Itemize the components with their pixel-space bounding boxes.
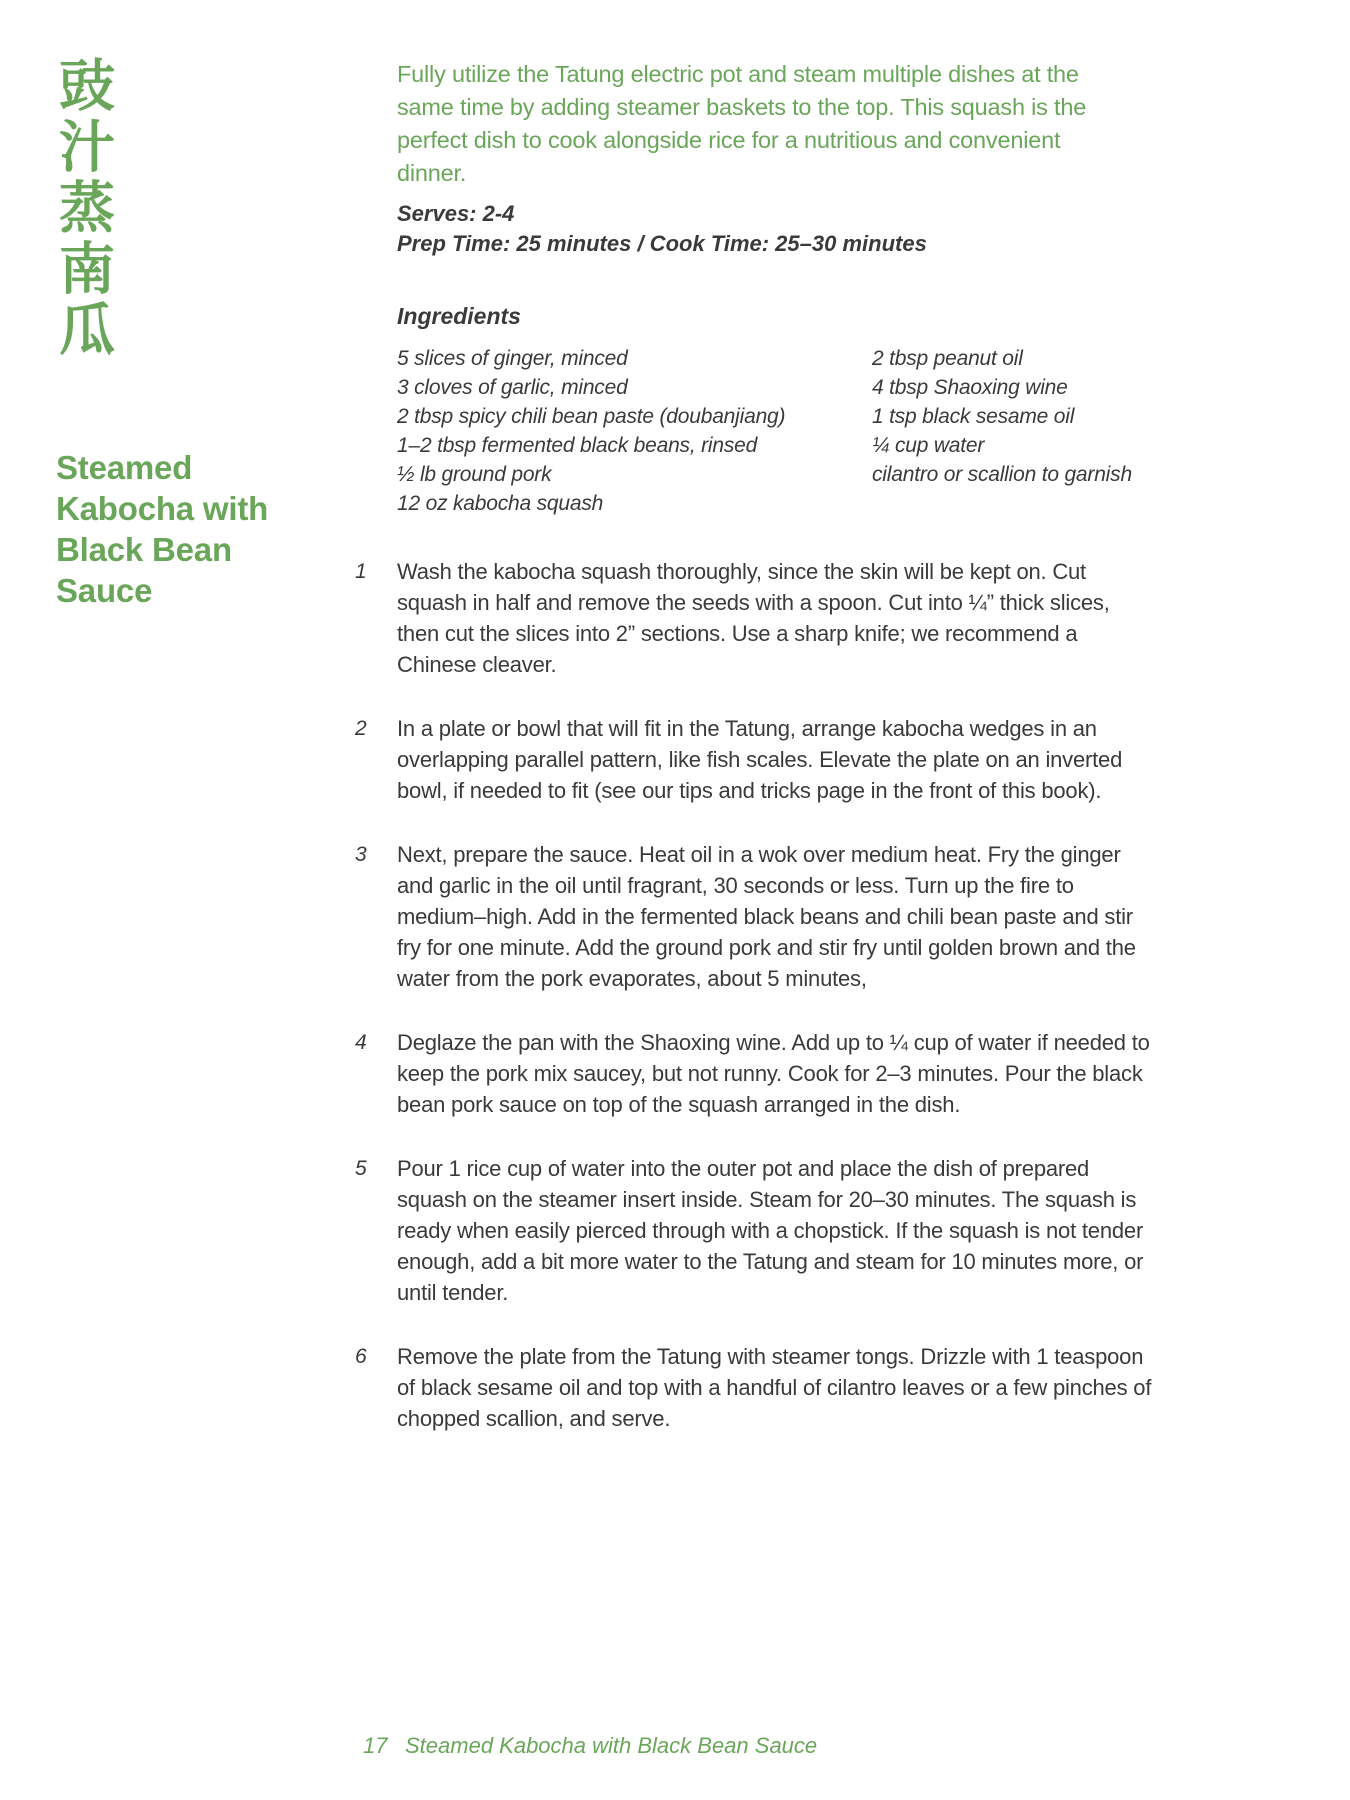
step-item xyxy=(355,1153,1155,1308)
ingredient-item: ¼ cup water xyxy=(872,434,985,457)
page-footer xyxy=(355,1733,817,1759)
ingredient-item: 1 tsp black sesame oil xyxy=(872,405,1075,428)
step-text: Pour 1 rice cup of water into the outer pot and place the dish of prepared squash on the steamer insert inside. Steam for 20–30 minutes. The squash is ready when easily pierced through with a chopstick. If the squash is not tender enough, add a bit more water to the Tatung and steam for 10 minutes more, or until tender. xyxy=(397,1156,1144,1305)
step-item xyxy=(355,1027,1155,1120)
step-item xyxy=(355,1341,1155,1434)
step-number: 1 xyxy=(355,560,367,583)
ingredients-column-left xyxy=(397,344,872,518)
ingredients-heading: Ingredients xyxy=(397,303,521,329)
step-text: Deglaze the pan with the Shaoxing wine. Add up to ¼ cup of water if needed to keep the pork mix saucey, but not runny. Cook for 2–3 minutes. Pour the black bean pork sauce on top of the squash arranged in the dish. xyxy=(397,1030,1150,1117)
step-number: 6 xyxy=(355,1345,367,1368)
ingredient-item: 1–2 tbsp fermented black beans, rinsed xyxy=(397,434,758,457)
step-text: In a plate or bowl that will fit in the Tatung, arrange kabocha wedges in an overlapping parallel pattern, like fish scales. Elevate the plate on an inverted bowl, if needed to fit (see our tips and tricks page in the front of this book). xyxy=(397,716,1123,803)
recipe-meta xyxy=(397,199,927,259)
step-text: Wash the kabocha squash thoroughly, since the skin will be kept on. Cut squash in half and remove the seeds with a spoon. Cut into ¼” thick slices, then cut the slices into 2” sections. Use a sharp knife; we recommend a Chinese cleaver. xyxy=(397,559,1110,677)
ingredient-item: 12 oz kabocha squash xyxy=(397,492,604,515)
step-item xyxy=(355,556,1155,680)
ingredient-item: ½ lb ground pork xyxy=(397,463,552,486)
ingredient-item: 4 tbsp Shaoxing wine xyxy=(872,376,1068,399)
step-number: 5 xyxy=(355,1157,367,1180)
intro-paragraph: Fully utilize the Tatung electric pot and steam multiple dishes at the same time by adding steamer baskets to the top. This squash is the perfect dish to cook alongside rice for a nutritious and convenient dinner. xyxy=(397,61,1087,186)
step-text: Remove the plate from the Tatung with steamer tongs. Drizzle with 1 teaspoon of black sesame oil and top with a handful of cilantro leaves or a few pinches of chopped scallion, and serve. xyxy=(397,1344,1152,1431)
footer-recipe-title: Steamed Kabocha with Black Bean Sauce xyxy=(405,1733,818,1758)
step-item xyxy=(355,713,1155,806)
serves-line: Serves: 2-4 xyxy=(397,201,515,226)
ingredient-item: 3 cloves of garlic, minced xyxy=(397,376,628,399)
ingredient-item: 5 slices of ginger, minced xyxy=(397,347,628,370)
step-text: Next, prepare the sauce. Heat oil in a wok over medium heat. Fry the ginger and garlic in the oil until fragrant, 30 seconds or less. Turn up the fire to medium–high. Add in the fermented black beans and chili bean paste and stir fry for one minute. Add the ground pork and stir fry until golden brown and the water from the pork evaporates, about 5 minutes, xyxy=(397,842,1136,991)
ingredients-list xyxy=(397,344,1137,518)
step-item xyxy=(355,839,1155,994)
recipe-title: Steamed Kabocha with Black Bean Sauce xyxy=(56,449,269,609)
chinese-recipe-title: 豉汁蒸南瓜 xyxy=(52,56,115,361)
instruction-steps xyxy=(355,556,1155,1467)
ingredient-item: cilantro or scallion to garnish xyxy=(872,463,1132,486)
time-line: Prep Time: 25 minutes / Cook Time: 25–30 minutes xyxy=(397,231,927,256)
step-number: 3 xyxy=(355,843,367,866)
ingredient-item: 2 tbsp spicy chili bean paste (doubanjiang) xyxy=(397,405,786,428)
footer-page-number: 17 xyxy=(363,1733,388,1758)
step-number: 2 xyxy=(355,717,367,740)
step-number: 4 xyxy=(355,1031,367,1054)
ingredients-column-right xyxy=(872,344,1137,518)
ingredient-item: 2 tbsp peanut oil xyxy=(872,347,1023,370)
